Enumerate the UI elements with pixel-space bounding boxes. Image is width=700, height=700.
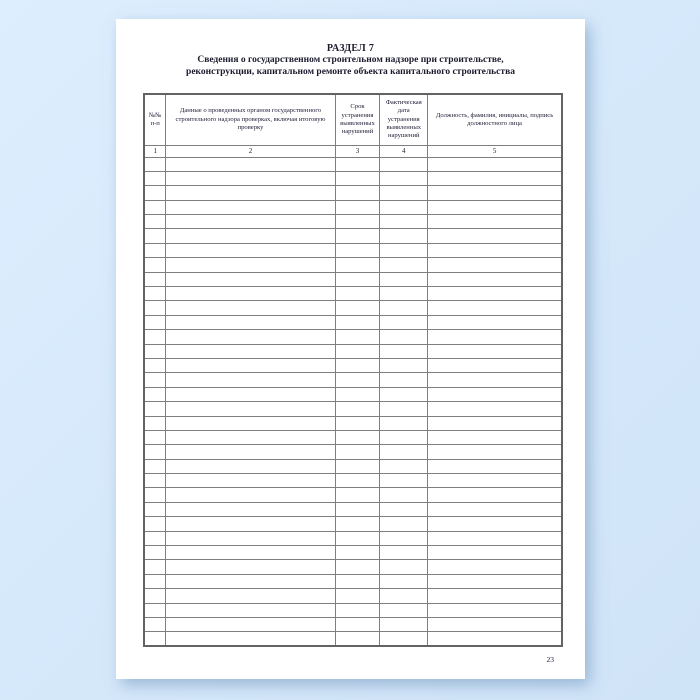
table-cell <box>428 200 562 214</box>
table-row <box>144 200 562 214</box>
table-cell <box>428 589 562 603</box>
table-cell <box>380 430 428 444</box>
table-cell <box>335 373 380 387</box>
table-cell <box>144 301 166 315</box>
table-cell <box>428 546 562 560</box>
table-cell <box>428 272 562 286</box>
table-cell <box>428 574 562 588</box>
table-cell <box>428 445 562 459</box>
table-cell <box>166 618 335 632</box>
table-cell <box>335 358 380 372</box>
table-cell <box>144 258 166 272</box>
table-cell <box>166 272 335 286</box>
table-row <box>144 517 562 531</box>
table-cell <box>380 603 428 617</box>
table-cell <box>380 215 428 229</box>
table-cell <box>428 186 562 200</box>
table-cell <box>380 200 428 214</box>
table-cell <box>166 215 335 229</box>
table-cell <box>380 574 428 588</box>
table-cell <box>335 502 380 516</box>
table-cell <box>428 215 562 229</box>
table-row <box>144 603 562 617</box>
table-header-row <box>144 94 562 145</box>
table-cell <box>428 301 562 315</box>
col-header-row-number: №№ п-п <box>144 94 166 145</box>
document-subtitle-line1: Сведения о государственном строительном надзоре при строительстве, <box>197 55 504 65</box>
table-cell <box>166 488 335 502</box>
table-cell <box>166 301 335 315</box>
table-cell <box>166 200 335 214</box>
table-row <box>144 215 562 229</box>
table-cell <box>428 560 562 574</box>
col-header-elimination-deadline: Срок устранения выявленных нарушений <box>335 94 380 145</box>
table-cell <box>380 387 428 401</box>
table-cell <box>144 402 166 416</box>
table-cell <box>335 330 380 344</box>
table-cell <box>380 287 428 301</box>
table-cell <box>144 186 166 200</box>
table-cell <box>335 402 380 416</box>
table-row <box>144 157 562 171</box>
table-row <box>144 632 562 646</box>
table-cell <box>166 186 335 200</box>
table-row <box>144 344 562 358</box>
table-row <box>144 358 562 372</box>
table-cell <box>166 287 335 301</box>
table-cell <box>166 157 335 171</box>
table-cell <box>380 243 428 257</box>
table-cell <box>144 416 166 430</box>
table-row <box>144 445 562 459</box>
table-cell <box>144 445 166 459</box>
table-cell <box>428 474 562 488</box>
table-cell <box>380 358 428 372</box>
table-cell <box>335 574 380 588</box>
table-row <box>144 229 562 243</box>
column-number-4: 4 <box>380 145 428 157</box>
table-cell <box>166 416 335 430</box>
table-cell <box>380 272 428 286</box>
table-row <box>144 574 562 588</box>
document-page <box>116 19 585 679</box>
table-row <box>144 531 562 545</box>
table-cell <box>380 560 428 574</box>
table-cell <box>335 215 380 229</box>
table-cell <box>428 315 562 329</box>
table-cell <box>335 157 380 171</box>
table-cell <box>166 229 335 243</box>
table-cell <box>166 258 335 272</box>
table-row <box>144 387 562 401</box>
table-cell <box>335 603 380 617</box>
table-cell <box>428 517 562 531</box>
table-cell <box>335 517 380 531</box>
table-cell <box>380 488 428 502</box>
table-body <box>144 157 562 646</box>
table-cell <box>428 603 562 617</box>
table-cell <box>144 287 166 301</box>
table-row <box>144 430 562 444</box>
table-cell <box>380 301 428 315</box>
table-cell <box>335 531 380 545</box>
table-cell <box>335 416 380 430</box>
table-cell <box>335 315 380 329</box>
table-cell <box>166 373 335 387</box>
col-header-official-signature: Должность, фамилия, инициалы, подпись должностного лица <box>428 94 562 145</box>
table-cell <box>380 186 428 200</box>
table-cell <box>335 387 380 401</box>
page-number: 23 <box>546 655 554 664</box>
table-row <box>144 315 562 329</box>
table-cell <box>166 459 335 473</box>
table-cell <box>380 531 428 545</box>
table-cell <box>428 157 562 171</box>
document-subtitle-line2: реконструкции, капитальном ремонте объекта капитального строительства <box>186 66 515 77</box>
column-number-2: 2 <box>166 145 335 157</box>
table-cell <box>380 258 428 272</box>
table-row <box>144 502 562 516</box>
table-cell <box>428 402 562 416</box>
table-cell <box>428 430 562 444</box>
table-row <box>144 546 562 560</box>
table-row <box>144 402 562 416</box>
table-cell <box>144 546 166 560</box>
table-cell <box>144 200 166 214</box>
table-cell <box>335 632 380 646</box>
table-cell <box>166 474 335 488</box>
table-cell <box>335 258 380 272</box>
table-cell <box>335 474 380 488</box>
table-cell <box>335 445 380 459</box>
table-row <box>144 272 562 286</box>
table-cell <box>144 618 166 632</box>
table-cell <box>428 229 562 243</box>
table-cell <box>428 330 562 344</box>
table-cell <box>428 243 562 257</box>
table-cell <box>144 330 166 344</box>
table-cell <box>166 330 335 344</box>
table-cell <box>428 287 562 301</box>
column-number-5: 5 <box>428 145 562 157</box>
table-cell <box>380 546 428 560</box>
table-cell <box>380 445 428 459</box>
table-cell <box>428 502 562 516</box>
table-cell <box>428 618 562 632</box>
table-cell <box>380 474 428 488</box>
table-cell <box>144 171 166 185</box>
table-cell <box>144 603 166 617</box>
table-cell <box>428 373 562 387</box>
table-cell <box>144 632 166 646</box>
table-cell <box>335 589 380 603</box>
table-row <box>144 459 562 473</box>
table-cell <box>428 632 562 646</box>
table-cell <box>166 603 335 617</box>
table-cell <box>335 186 380 200</box>
table-cell <box>335 344 380 358</box>
table-cell <box>144 430 166 444</box>
table-cell <box>335 171 380 185</box>
table-cell <box>335 243 380 257</box>
table-cell <box>144 215 166 229</box>
table-cell <box>144 531 166 545</box>
table-cell <box>144 488 166 502</box>
table-cell <box>144 589 166 603</box>
table-cell <box>380 171 428 185</box>
table-cell <box>428 488 562 502</box>
table-cell <box>335 546 380 560</box>
table-cell <box>335 229 380 243</box>
table-cell <box>428 387 562 401</box>
table-row <box>144 287 562 301</box>
table-cell <box>335 618 380 632</box>
table-cell <box>166 502 335 516</box>
table-cell <box>380 402 428 416</box>
table-row <box>144 618 562 632</box>
table-cell <box>166 560 335 574</box>
table-cell <box>380 589 428 603</box>
table-cell <box>380 315 428 329</box>
table-cell <box>380 157 428 171</box>
table-cell <box>335 488 380 502</box>
table-cell <box>335 560 380 574</box>
section-title: РАЗДЕЛ 7 <box>326 43 375 54</box>
table-cell <box>166 632 335 646</box>
table-cell <box>166 387 335 401</box>
column-number-1: 1 <box>144 145 166 157</box>
title-block <box>116 42 585 78</box>
col-header-inspection-data: Данные о проведенных органом государственного строительного надзора проверках, включая итоговую проверку <box>166 94 335 145</box>
table-cell <box>166 517 335 531</box>
table-cell <box>144 157 166 171</box>
table-cell <box>144 229 166 243</box>
table-row <box>144 301 562 315</box>
table-row <box>144 560 562 574</box>
table-cell <box>428 358 562 372</box>
table-row <box>144 258 562 272</box>
table-cell <box>166 430 335 444</box>
table-cell <box>335 200 380 214</box>
table-cell <box>166 589 335 603</box>
table-row <box>144 416 562 430</box>
table-cell <box>428 171 562 185</box>
table-cell <box>144 387 166 401</box>
table-row <box>144 373 562 387</box>
table-row <box>144 171 562 185</box>
table-cell <box>144 358 166 372</box>
table-cell <box>428 531 562 545</box>
table-cell <box>144 272 166 286</box>
table-cell <box>166 402 335 416</box>
table-row <box>144 243 562 257</box>
table-cell <box>335 287 380 301</box>
table-cell <box>380 373 428 387</box>
table-cell <box>144 243 166 257</box>
table-cell <box>428 416 562 430</box>
table-cell <box>166 315 335 329</box>
table-cell <box>428 459 562 473</box>
table-cell <box>380 517 428 531</box>
table-cell <box>144 373 166 387</box>
table-cell <box>166 574 335 588</box>
table-cell <box>428 258 562 272</box>
table-cell <box>335 459 380 473</box>
table-cell <box>144 459 166 473</box>
table-row <box>144 474 562 488</box>
table-cell <box>166 546 335 560</box>
table-cell <box>335 272 380 286</box>
table-cell <box>380 416 428 430</box>
column-number-row <box>144 145 562 157</box>
table-cell <box>380 618 428 632</box>
table-cell <box>144 502 166 516</box>
table-cell <box>335 430 380 444</box>
table-cell <box>335 301 380 315</box>
table-cell <box>380 632 428 646</box>
table-cell <box>166 445 335 459</box>
table-cell <box>166 171 335 185</box>
table-row <box>144 330 562 344</box>
table-row <box>144 488 562 502</box>
table-row <box>144 186 562 200</box>
table-row <box>144 589 562 603</box>
table-cell <box>144 344 166 358</box>
table-cell <box>428 344 562 358</box>
col-header-actual-date: Фактическая дата устранения выявленных нарушений <box>380 94 428 145</box>
supervision-table <box>143 93 563 647</box>
table-cell <box>144 560 166 574</box>
table-cell <box>144 315 166 329</box>
table-cell <box>380 229 428 243</box>
table-cell <box>166 358 335 372</box>
table-cell <box>166 531 335 545</box>
table-cell <box>380 344 428 358</box>
table-cell <box>166 344 335 358</box>
table-cell <box>380 330 428 344</box>
table-cell <box>166 243 335 257</box>
table-cell <box>380 502 428 516</box>
table-cell <box>144 517 166 531</box>
table-cell <box>144 574 166 588</box>
table-cell <box>380 459 428 473</box>
table-cell <box>144 474 166 488</box>
column-number-3: 3 <box>335 145 380 157</box>
